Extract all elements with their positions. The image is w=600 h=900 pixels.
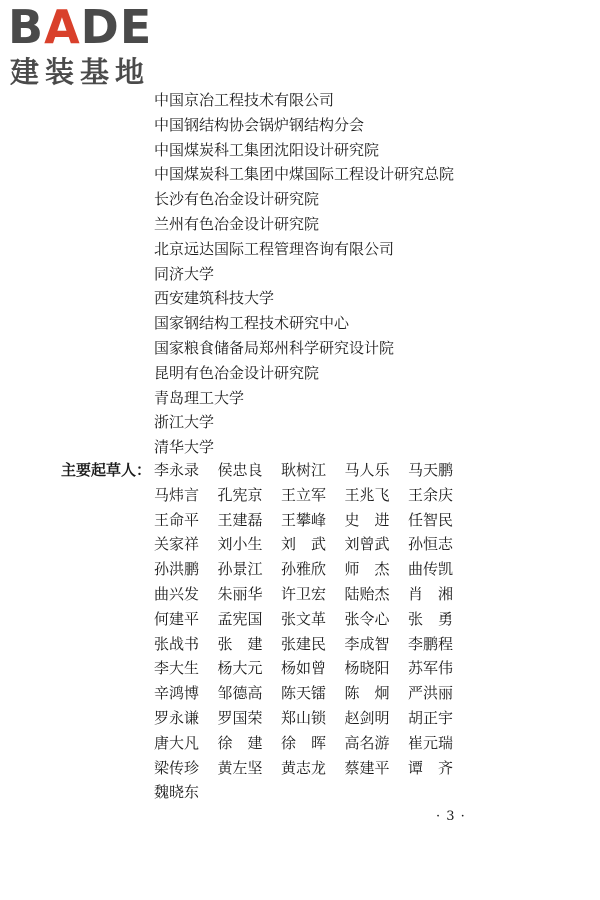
organization-item: 浙江大学	[154, 413, 215, 432]
organization-item: 中国钢结构协会锅炉钢结构分会	[154, 115, 365, 134]
drafter-name: 关家祥	[154, 535, 200, 554]
drafter-name: 黄志龙	[281, 758, 327, 777]
drafter-name: 张战书	[154, 634, 200, 653]
drafter-name: 侯忠良	[217, 461, 263, 479]
drafter-name: 王攀峰	[281, 510, 327, 529]
organization-item: 北京远达国际工程管理咨询有限公司	[154, 239, 395, 258]
organization-list	[154, 88, 454, 460]
drafter-name: 邹德高	[217, 684, 263, 703]
drafter-name: 陈 炯	[344, 684, 390, 703]
organization-item: 昆明有色冶金设计研究院	[154, 363, 320, 382]
drafter-name: 唐大凡	[154, 733, 200, 752]
drafter-name: 谭 齐	[408, 758, 454, 777]
drafter-name: 陈天镭	[281, 684, 327, 703]
drafter-name: 张 建	[217, 634, 263, 653]
drafter-name: 郑山锁	[281, 708, 327, 727]
drafter-name: 许卫宏	[281, 584, 327, 603]
drafter-name: 王命平	[154, 510, 200, 529]
drafter-name: 马人乐	[344, 461, 390, 479]
drafter-name: 何建平	[154, 609, 200, 628]
drafter-name: 李永录	[154, 461, 200, 479]
drafter-name: 李成智	[344, 634, 390, 653]
drafter-name: 苏军伟	[408, 659, 454, 678]
organization-item: 中国煤炭科工集团沈阳设计研究院	[154, 140, 380, 159]
organization-item: 国家钢结构工程技术研究中心	[154, 314, 350, 333]
drafter-name: 孙洪鹏	[154, 560, 200, 579]
drafter-name: 王余庆	[408, 485, 454, 504]
drafter-name: 赵剑明	[344, 708, 390, 727]
drafter-name: 魏晓东	[154, 783, 200, 802]
drafter-name: 耿树江	[281, 461, 327, 479]
drafter-name: 张文革	[281, 609, 327, 628]
drafter-name: 梁传珍	[154, 758, 200, 777]
drafter-name: 蔡建平	[344, 758, 390, 777]
drafter-name: 罗国荣	[217, 708, 263, 727]
drafter-name: 孔宪京	[217, 485, 263, 504]
drafter-name: 孙雅欣	[281, 560, 327, 579]
drafter-name: 孙恒志	[408, 535, 454, 554]
logo-subtitle: 建装基地	[10, 55, 151, 89]
drafter-name: 马炜言	[154, 485, 200, 504]
page-number: · 3 ·	[436, 809, 466, 824]
drafters-label: 主要起草人：	[61, 461, 152, 479]
organization-item: 西安建筑科技大学	[154, 289, 275, 308]
drafter-name: 刘 武	[281, 535, 327, 554]
drafter-name: 罗永谦	[154, 708, 200, 727]
drafter-name: 徐 晖	[281, 733, 327, 752]
drafter-name: 黄左坚	[217, 758, 263, 777]
drafter-name: 马天鹏	[408, 461, 454, 479]
drafter-name: 高名游	[344, 733, 390, 752]
drafter-name: 杨晓阳	[344, 659, 390, 678]
drafter-name: 杨大元	[217, 659, 263, 678]
organization-item: 长沙有色冶金设计研究院	[154, 190, 320, 209]
drafter-name: 王兆飞	[344, 485, 390, 504]
drafter-name: 胡正宇	[408, 708, 454, 727]
drafter-name: 崔元瑞	[408, 733, 454, 752]
drafter-name: 史 进	[344, 510, 390, 529]
drafter-name: 师 杰	[344, 560, 390, 579]
drafter-name: 张令心	[344, 609, 390, 628]
drafter-name: 张 勇	[408, 609, 454, 628]
drafters-grid	[154, 458, 472, 805]
drafter-name: 朱丽华	[217, 584, 263, 603]
organization-item: 青岛理工大学	[154, 388, 245, 407]
drafter-name: 孟宪国	[217, 609, 263, 628]
drafter-name: 任智民	[408, 510, 454, 529]
drafter-name: 徐 建	[217, 733, 263, 752]
logo	[8, 0, 178, 94]
drafter-name: 陆贻杰	[344, 584, 390, 603]
logo-wordmark: BADE	[8, 0, 153, 54]
organization-item: 兰州有色冶金设计研究院	[154, 214, 320, 233]
drafter-name: 张建民	[281, 634, 327, 653]
drafter-name: 曲传凯	[408, 560, 454, 579]
drafter-name: 严洪丽	[408, 684, 454, 703]
drafter-name: 曲兴发	[154, 584, 200, 603]
drafter-name: 辛鸿博	[154, 684, 200, 703]
drafter-name: 肖 湘	[408, 584, 454, 603]
organization-item: 中国煤炭科工集团中煤国际工程设计研究总院	[154, 165, 455, 184]
organization-item: 清华大学	[154, 438, 215, 457]
organization-item: 国家粮食储备局郑州科学研究设计院	[154, 338, 395, 357]
drafter-name: 刘小生	[217, 535, 263, 554]
drafter-name: 李大生	[154, 659, 200, 678]
organization-item: 中国京冶工程技术有限公司	[154, 91, 335, 109]
organization-item: 同济大学	[154, 264, 215, 283]
drafter-name: 王建磊	[217, 510, 263, 529]
drafter-name: 李鹏程	[408, 634, 454, 653]
drafter-name: 王立军	[281, 485, 327, 504]
drafter-name: 孙景江	[217, 560, 263, 579]
drafter-name: 刘曾武	[344, 535, 390, 554]
drafter-name: 杨如曾	[281, 659, 327, 678]
